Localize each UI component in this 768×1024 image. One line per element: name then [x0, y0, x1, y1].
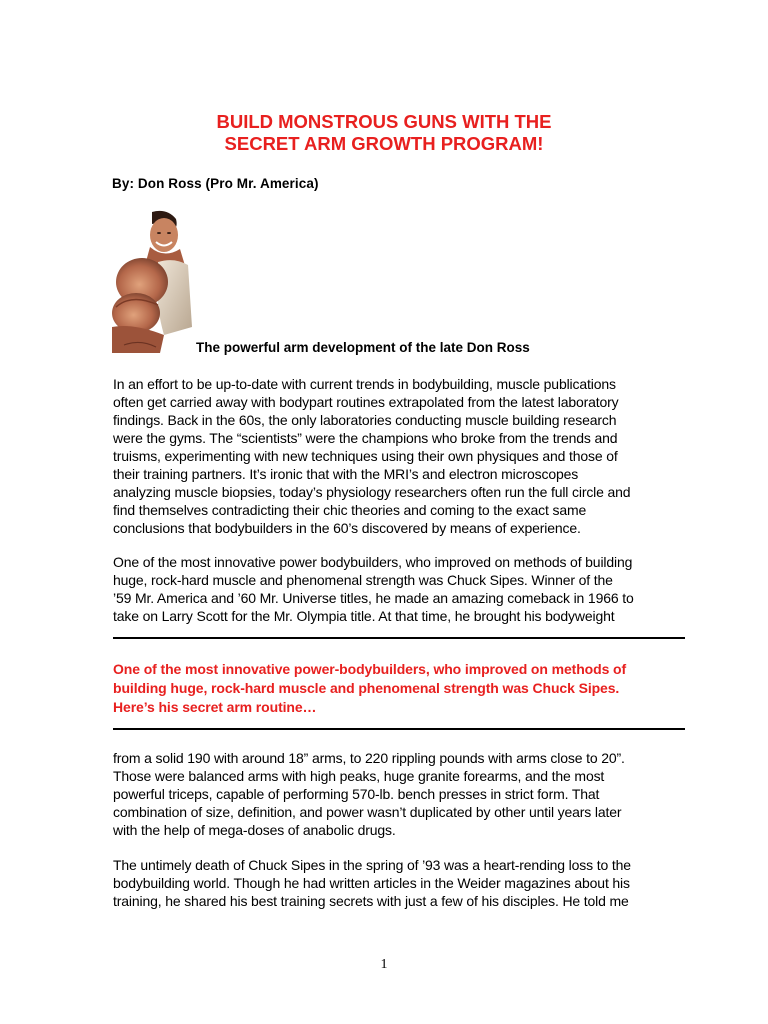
paragraph-arms	[113, 749, 693, 839]
author-photo	[112, 207, 192, 353]
paragraph-line: The untimely death of Chuck Sipes in the spring of ’93 was a heart-rending loss to the	[113, 857, 631, 873]
title-line: SECRET ARM GROWTH PROGRAM!	[224, 133, 544, 154]
paragraph-line: take on Larry Scott for the Mr. Olympia title. At that time, he brought his bodyweight	[113, 608, 615, 624]
paragraph-line: Those were balanced arms with high peaks, huge granite forearms, and the most	[113, 768, 605, 784]
paragraph-line: In an effort to be up-to-date with current trends in bodybuilding, muscle publications	[113, 376, 616, 392]
callout-line: One of the most innovative power-bodybuilders, who improved on methods of	[113, 661, 627, 677]
paragraph-line: from a solid 190 with around 18” arms, to 220 rippling pounds with arms close to 20”.	[113, 750, 625, 766]
paragraph-line: find themselves contradicting their chic theories and coming to the exact same	[113, 502, 587, 518]
paragraph-line: bodybuilding world. Though he had written articles in the Weider magazines about his	[113, 875, 630, 891]
paragraph-line: powerful triceps, capable of performing 570-lb. bench presses in strict form. That	[113, 786, 600, 802]
paragraph-line: One of the most innovative power bodybuilders, who improved on methods of building	[113, 554, 633, 570]
page-number: 1	[380, 957, 388, 972]
callout-line: building huge, rock-hard muscle and phenomenal strength was Chuck Sipes.	[113, 680, 620, 696]
paragraph-line: truisms, experimenting with new techniques using their own physiques and those of	[113, 448, 618, 464]
paragraph-death	[113, 856, 693, 910]
paragraph-chuck-sipes	[113, 553, 693, 625]
title-line: BUILD MONSTROUS GUNS WITH THE	[216, 111, 552, 132]
article-title	[0, 111, 768, 155]
callout-box	[113, 660, 693, 717]
paragraph-line: their training partners. It’s ironic that with the MRI’s and electron microscopes	[113, 466, 579, 482]
paragraph-intro	[113, 375, 693, 537]
paragraph-line: ’59 Mr. America and ’60 Mr. Universe titles, he made an amazing comeback in 1966 to	[113, 590, 634, 606]
callout-line: Here’s his secret arm routine…	[113, 699, 317, 715]
paragraph-line: findings. Back in the 60s, the only laboratories conducting muscle building research	[113, 412, 617, 428]
callout-top-rule	[113, 637, 685, 639]
paragraph-line: often get carried away with bodypart routines extrapolated from the latest laboratory	[113, 394, 619, 410]
author-byline: By: Don Ross (Pro Mr. America)	[112, 176, 319, 191]
paragraph-line: analyzing muscle biopsies, today’s physiology researchers often run the full circle and	[113, 484, 631, 500]
paragraph-line: conclusions that bodybuilders in the 60’s discovered by means of experience.	[113, 520, 581, 536]
photo-caption: The powerful arm development of the late Don Ross	[196, 340, 530, 355]
paragraph-line: with the help of mega-doses of anabolic drugs.	[113, 822, 396, 838]
callout-bottom-rule	[113, 728, 685, 730]
paragraph-line: training, he shared his best training secrets with just a few of his disciples. He told me	[113, 893, 629, 909]
paragraph-line: huge, rock-hard muscle and phenomenal strength was Chuck Sipes. Winner of the	[113, 572, 613, 588]
bodybuilder-photo-illustration	[112, 207, 192, 353]
paragraph-line: were the gyms. The “scientists” were the champions who broke from the trends and	[113, 430, 618, 446]
paragraph-line: combination of size, definition, and power wasn’t duplicated by other until years later	[113, 804, 622, 820]
